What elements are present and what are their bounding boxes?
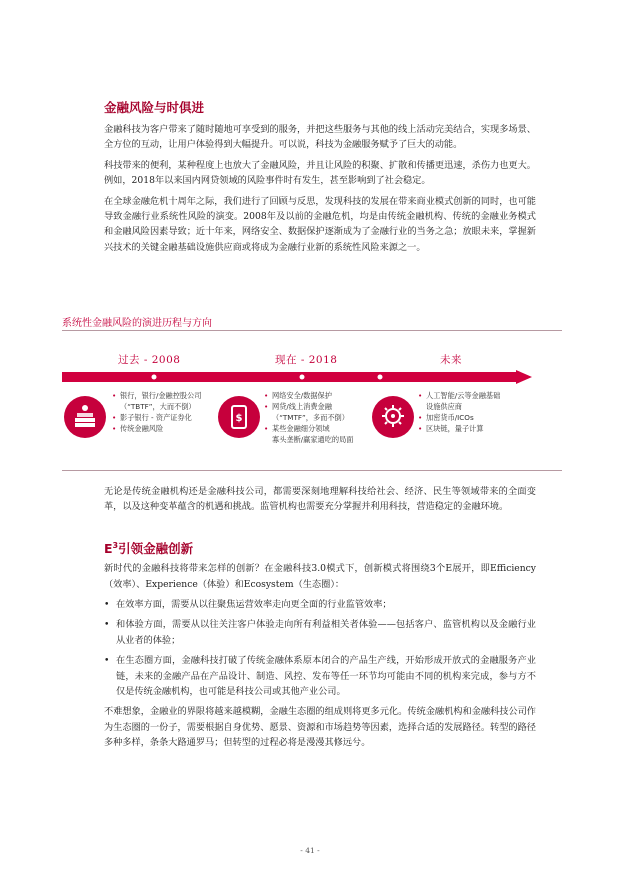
timeline-arrow xyxy=(62,370,532,384)
ai-brain-icon xyxy=(372,396,414,438)
money-stack-icon xyxy=(64,396,106,438)
figure-title: 系统性金融风险的演进历程与方向 xyxy=(62,318,212,329)
list-item: • 区块链，量子计算 xyxy=(418,424,484,433)
list-item: • 银行，银行/金融控股公司 （“TBTF”，大而不倒） xyxy=(112,391,202,411)
section-title-e3: $E^3$引领金融创新 xyxy=(104,541,194,557)
paragraph: 无论是传统金融机构还是金融科技公司，都需要深刻地理解科技给社会、经济、民生等领域带来的全面变革，以及这种变革蕴含的机遇和挑战。监管机构也需要充分掌握并利用科技，营造稳定的金融环境。 xyxy=(104,486,536,513)
divider xyxy=(62,330,562,331)
list-item: • 加密货币/ICOs xyxy=(418,413,474,422)
future-risk-list xyxy=(418,390,500,434)
mid-section xyxy=(104,484,536,515)
paragraph: 不难想象，金融业的界限将越来越模糊，金融生态圈的组成则将更多元化。传统金融机构和金融科技公司作为生态圈的一份子，需要根据自身优势、愿景、资源和市场趋势等因素，选择合适的发展路径。转型的路径多种多样，条条大路通罗马；但转型的过程必将是漫漫其修远兮。 xyxy=(104,706,536,749)
divider xyxy=(62,470,562,471)
section-risk xyxy=(104,100,536,255)
svg-text:$: $ xyxy=(235,413,243,424)
paragraph: 在全球金融危机十周年之际，我们进行了回顾与反思，发现科技的发展在带来商业模式创新的同时，也可能导致金融行业系统性风险的演变。2008年及以前的金融危机，均是由传统金融机构、传统的金融业务模式和金融风险因素导致；近十年来，网络安全、数据保护逐渐成为了金融行业的当务之急；放眼未来，掌握新兴技术的关键金融基础设施供应商或将成为金融行业新的系统性风险来源之一。 xyxy=(104,195,536,253)
list-item: • 某些金融细分领域 寡头垄断/赢家通吃的局面 xyxy=(264,424,354,444)
list-item: • 网贷/线上消费金融 （“TMTF”，多而不倒） xyxy=(264,402,349,422)
section-e3 xyxy=(104,538,536,751)
page-number: - 41 - xyxy=(300,846,320,855)
era-label-future: 未来 xyxy=(440,354,462,366)
mobile-payment-icon xyxy=(218,396,260,438)
list-item: • 人工智能/云等金融基础 设施供应商 xyxy=(418,391,501,411)
list-item: • 在效率方面，需要从以往聚焦运营效率走向更全面的行业监管效率； xyxy=(104,598,392,610)
paragraph: 新时代的金融科技将带来怎样的创新？在金融科技3.0模式下，创新模式将围绕3个E展开，即Efficiency（效率）、Experience（体验）和Ecosystem（生态圈）： xyxy=(104,563,536,590)
list-item: • 影子银行 - 资产证券化 xyxy=(112,413,192,422)
list-item: • 在生态圈方面，金融科技打破了传统金融体系原本闭合的产品生产线，开始形成开放式的金融服务产业链，未来的金融产品在产品设计、制造、风控、发布等任一环节均可能由不同的机构来完成，参与方不仅是传统金融机构，也可能是科技公司或其他产业公司。 xyxy=(104,655,536,697)
era-label-past: 过去 - 2008 xyxy=(118,354,181,366)
era-label-present: 现在 - 2018 xyxy=(275,354,338,366)
present-risk-list xyxy=(264,390,354,445)
paragraph: 金融科技为客户带来了随时随地可享受到的服务，并把这些服务与其他的线上活动完美结合，实现多场景、全方位的互动，让用户体验得到大幅提升。可以说，科技为金融服务赋予了巨大的动能。 xyxy=(104,124,536,151)
list-item: • 传统金融风险 xyxy=(112,424,164,433)
past-risk-list xyxy=(112,390,202,434)
section-title-risk: 金融风险与时俱进 xyxy=(104,100,205,115)
list-item: • 网络安全/数据保护 xyxy=(264,391,332,400)
paragraph: 科技带来的便利，某种程度上也放大了金融风险，并且让风险的积聚、扩散和传播更迅速，杀伤力也更大。例如，2018年以来国内网贷领域的风险事件时有发生，甚至影响到了社会稳定。 xyxy=(104,159,536,187)
list-item: • 和体验方面，需要从以往关注客户体验走向所有利益相关者体验——包括客户、监管机构以及金融行业从业者的体验； xyxy=(104,619,536,646)
